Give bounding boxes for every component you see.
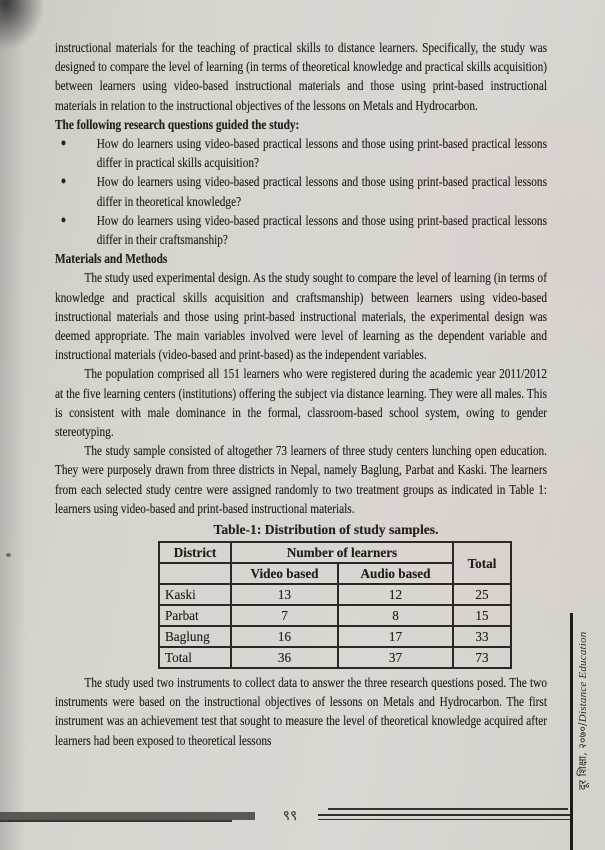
article-body (55, 38, 547, 750)
total-count-cell: 25 (453, 584, 511, 605)
table-caption: Table-1: Distribution of study samples. (213, 522, 439, 538)
audio-count-cell: 37 (338, 647, 453, 668)
research-question-text: How do learners using video-based practical lessons and those using print-based practical lessons differ in theoretical knowledge? (96, 174, 547, 209)
column-header-audio: Audio based (338, 563, 453, 584)
video-count-cell: 16 (231, 626, 338, 647)
margin-rule (570, 613, 573, 850)
table-row (159, 605, 511, 626)
scan-speck (6, 553, 11, 557)
footer-rule-left (0, 812, 255, 820)
column-header-learners: Number of learners (231, 542, 453, 563)
list-item (55, 172, 547, 210)
empty-cell (159, 563, 231, 584)
total-count-cell: 73 (453, 647, 511, 668)
table-row (159, 584, 511, 605)
research-question-text: How do learners using video-based practical lessons and those using print-based practical lessons differ in their craftsmanship? (96, 212, 547, 248)
column-header-total: Total (453, 542, 511, 584)
research-question-text: How do learners using video-based practical lessons and those using print-based practical lessons differ in practical skills acquisition? (96, 136, 547, 171)
bullet-icon: ● (60, 137, 67, 150)
research-questions-heading: The following research questions guided the study: (55, 116, 300, 132)
table-row (159, 626, 511, 647)
video-count-cell: 36 (231, 647, 338, 668)
column-header-district: District (159, 542, 231, 563)
district-cell: Baglung (159, 626, 231, 647)
intro-paragraph: instructional materials for the teaching of practical skills to distance learners. Specifically, the study was designed to compare the level of learning (in terms of theoretical knowledge and practical skills acquisition) between learners using video-based instructional materials and those using print-based instructional materials in relation to the instructional objectives of the lessons on Metals and Hydrocarbon. (55, 40, 547, 113)
methods-sample-paragraph: The study sample consisted of altogether 73 learners of three study centers lunching open education. They were purposely drawn from three districts in Nepal, namely Baglung, Parbat and Kaski. The learners from each selected study centre were assigned randomly to two treatment groups as indicated in Table 1: learners using video-based and print-based instructional materials. (55, 443, 547, 516)
scan-corner-smudge (0, 0, 46, 52)
page-number: ९९ (282, 808, 298, 824)
audio-count-cell: 17 (338, 626, 453, 647)
audio-count-cell: 8 (338, 605, 453, 626)
audio-count-cell: 12 (338, 584, 453, 605)
footer-rule-left-thin (0, 820, 232, 822)
closing-paragraph: The study used two instruments to collect data to answer the three research questions posed. The two instruments were based on the instructional objectives of lessons on Metals and Hydrocarbon. The first instrument was an achievement test that sought to measure the level of theoretical knowledge acquired after learners had been exposed to theoretical lessons (55, 675, 547, 748)
research-questions-list (55, 134, 547, 249)
video-count-cell: 13 (231, 584, 338, 605)
methods-design-paragraph: The study used experimental design. As the study sought to compare the level of learning (in terms of knowledge and practical skills acquisition and craftsmanship) between learners using video-based instructional materials and those using print-based instructional materials, the experimental design was deemed appropriate. The main variables involved were level of learning as the dependent variable and instructional materials (video-based and print-based) as the independent variables. (55, 270, 547, 363)
bullet-icon: ● (60, 213, 67, 226)
column-header-video: Video based (231, 563, 338, 584)
list-item (55, 134, 547, 172)
study-samples-table (158, 541, 512, 669)
scan-edge-shadow (0, 0, 26, 850)
journal-name-english: Distance Education (577, 631, 589, 723)
district-cell: Kaski (159, 584, 231, 605)
footer-rule-right (318, 814, 571, 820)
table-header-row (159, 542, 511, 563)
list-item (55, 211, 547, 249)
table-total-row (159, 647, 511, 668)
journal-spine-label (576, 612, 590, 790)
district-cell: Total (159, 647, 231, 668)
total-count-cell: 15 (453, 605, 511, 626)
video-count-cell: 7 (231, 605, 338, 626)
district-cell: Parbat (159, 605, 231, 626)
total-count-cell: 33 (453, 626, 511, 647)
journal-name-nepali: दूर शिक्षा, २०७०/ (577, 722, 589, 790)
bullet-icon: ● (60, 175, 67, 188)
methods-heading: Materials and Methods (55, 251, 168, 267)
footer-rule-right-thin (328, 808, 568, 810)
methods-population-paragraph: The population comprised all 151 learners who were registered during the academic year 2011/2012 at the five learning centers (institutions) offering the subject via distance learning. They were all males. This is consistent with male dominance in the formal, classroom-based school system, owing to gender stereotyping. (55, 366, 547, 440)
